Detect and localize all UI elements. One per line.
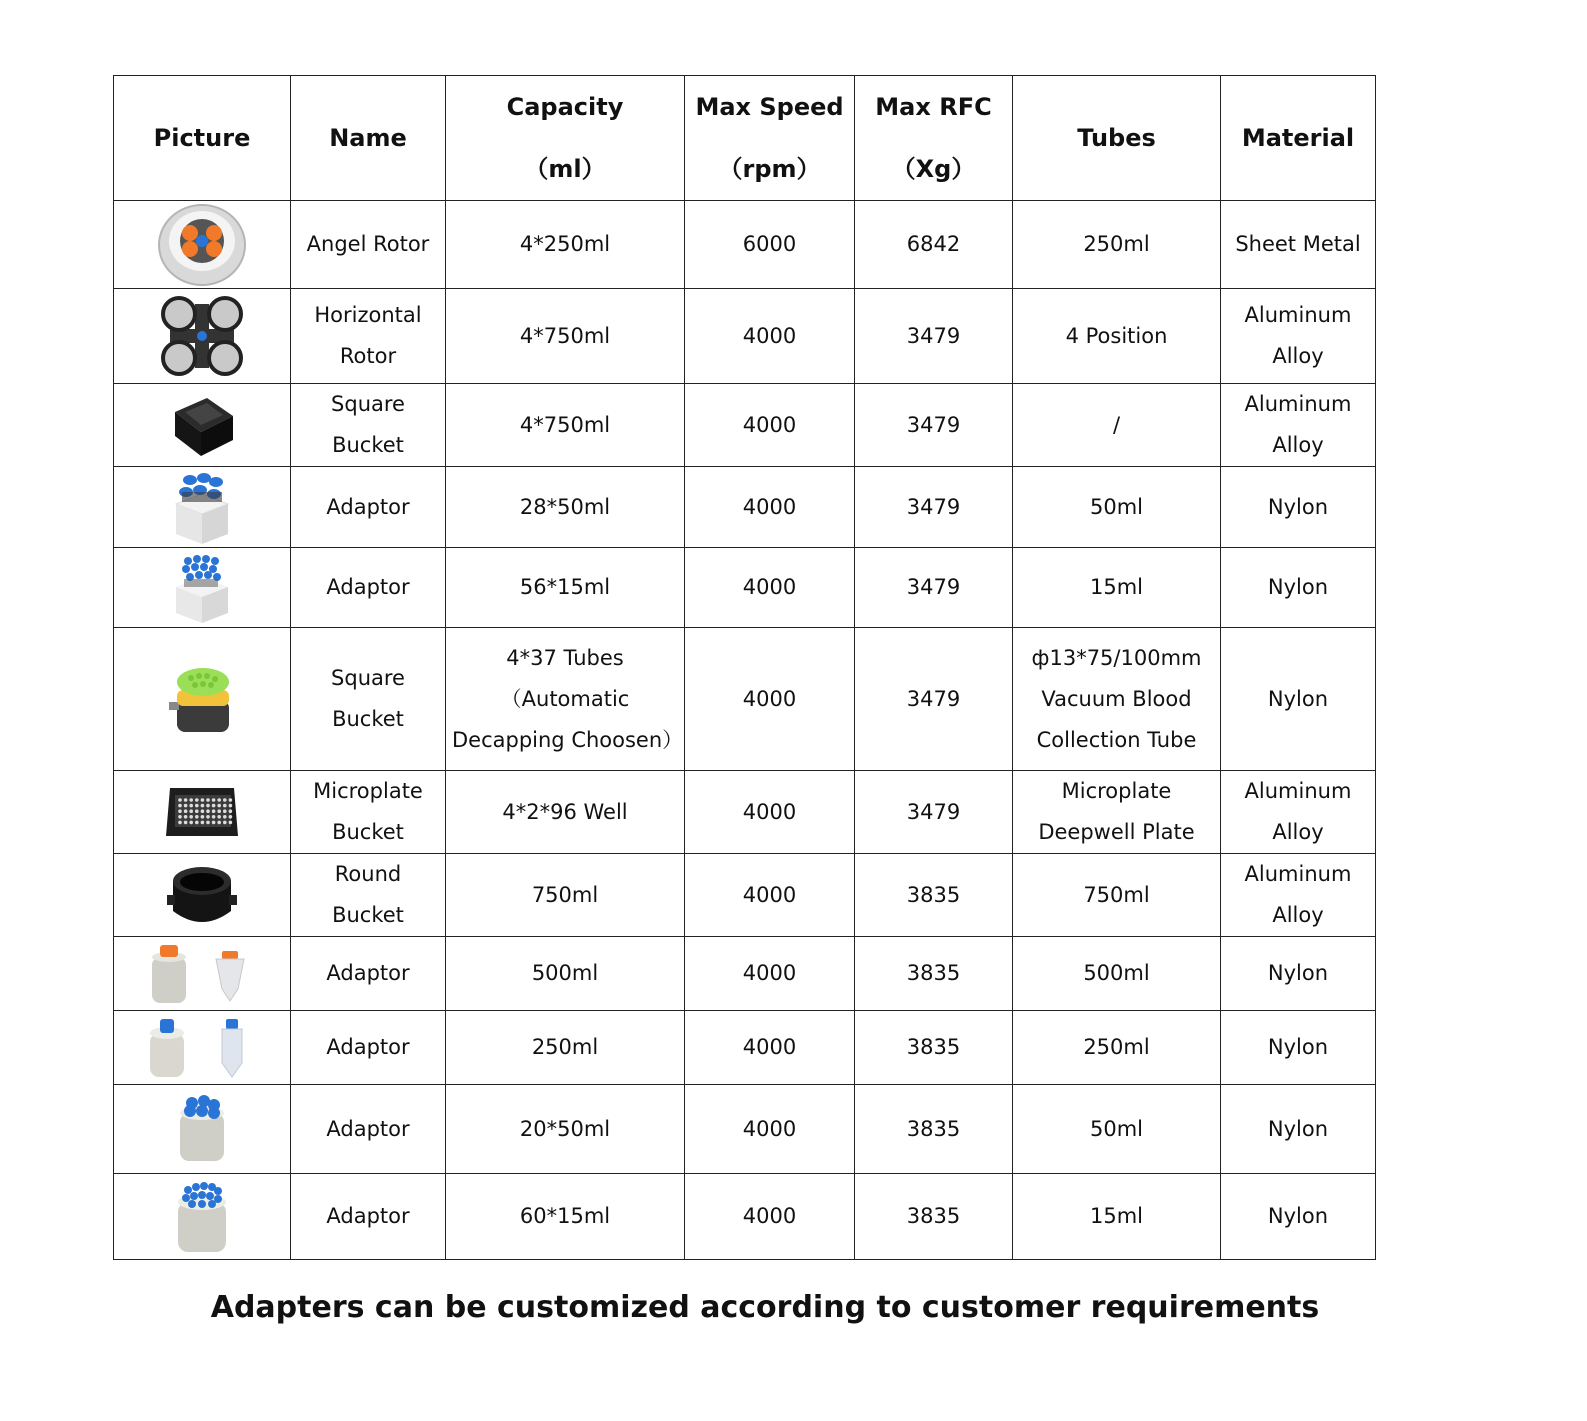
cell-text: 250ml — [1083, 1035, 1150, 1059]
table-row — [114, 854, 1376, 937]
cell-material — [1221, 1085, 1376, 1174]
cell-material — [1221, 467, 1376, 548]
cell-text: ф13*75/100mm — [1031, 645, 1202, 670]
cell-name — [291, 467, 446, 548]
cell-text: Bucket — [332, 433, 404, 457]
cell-rfc: 3479 — [855, 771, 1013, 854]
horizontal-rotor-image — [120, 294, 284, 378]
cell-tubes — [1013, 384, 1221, 467]
cell-text: 56*15ml — [519, 575, 611, 599]
cell-name — [291, 289, 446, 384]
cell-tubes — [1013, 628, 1221, 771]
vacuum-tube-bucket-image — [120, 662, 284, 736]
cell-text: 15ml — [1089, 1204, 1143, 1228]
cell-name — [291, 384, 446, 467]
table-body — [114, 201, 1376, 1260]
cell-text: 50ml — [1089, 1116, 1143, 1141]
cell-text: 4 Position — [1065, 323, 1168, 348]
cell-text: Vacuum Blood — [1041, 686, 1192, 711]
cell-material — [1221, 1011, 1376, 1085]
table-row — [114, 771, 1376, 854]
table-row — [114, 467, 1376, 548]
cell-rfc: 3835 — [855, 1174, 1013, 1260]
cell-rfc: 3835 — [855, 1085, 1013, 1174]
spec-table — [113, 75, 1376, 1260]
cell-tubes — [1013, 201, 1221, 289]
cell-speed: 4000 — [685, 467, 855, 548]
cell-tubes — [1013, 289, 1221, 384]
cell-text: 500ml — [531, 961, 599, 985]
cell-text: （Automatic — [500, 686, 630, 711]
cell-text: Adaptor — [326, 1204, 410, 1228]
cell-text: Nylon — [1267, 686, 1329, 711]
table-row — [114, 289, 1376, 384]
cell-picture — [114, 289, 291, 384]
cell-text: Bucket — [332, 903, 404, 927]
cell-text: Decapping Choosen） — [452, 727, 684, 752]
cell-text: Nylon — [1267, 1116, 1329, 1141]
cell-capacity — [446, 1085, 685, 1174]
cell-capacity — [446, 628, 685, 771]
cell-text: 4*250ml — [519, 232, 611, 256]
cell-text: Adaptor — [326, 494, 410, 519]
cell-picture — [114, 201, 291, 289]
cell-picture — [114, 937, 291, 1011]
cell-text: 250ml — [1083, 232, 1150, 256]
cell-speed: 4000 — [685, 1011, 855, 1085]
cell-picture — [114, 548, 291, 628]
cell-text: Alloy — [1272, 433, 1324, 457]
cell-text: 15ml — [1089, 575, 1143, 599]
cell-tubes — [1013, 854, 1221, 937]
cell-name — [291, 854, 446, 937]
round-bucket-image — [120, 859, 284, 931]
cell-rfc: 3479 — [855, 384, 1013, 467]
cell-picture — [114, 384, 291, 467]
angle-rotor-image — [120, 203, 284, 287]
cell-text: / — [1112, 412, 1121, 437]
cell-name — [291, 548, 446, 628]
header-row — [114, 76, 1376, 201]
cell-text: Nylon — [1267, 961, 1329, 985]
cell-rfc: 3479 — [855, 628, 1013, 771]
cell-text: 500ml — [1083, 961, 1150, 985]
cell-text: Microplate — [1061, 779, 1172, 803]
cell-rfc: 3835 — [855, 937, 1013, 1011]
cell-material — [1221, 937, 1376, 1011]
cell-text: Round — [334, 862, 402, 886]
cell-picture — [114, 1011, 291, 1085]
cell-speed: 4000 — [685, 1174, 855, 1260]
cell-text: Rotor — [339, 344, 397, 368]
cell-name — [291, 201, 446, 289]
cell-capacity — [446, 854, 685, 937]
cell-picture — [114, 771, 291, 854]
cell-capacity — [446, 548, 685, 628]
cell-text: Adaptor — [326, 1035, 410, 1059]
cell-speed: 4000 — [685, 289, 855, 384]
cell-rfc: 3835 — [855, 854, 1013, 937]
adaptor-500ml-image — [120, 941, 284, 1007]
cell-picture — [114, 854, 291, 937]
cell-capacity — [446, 384, 685, 467]
cell-tubes — [1013, 771, 1221, 854]
cell-rfc: 3479 — [855, 467, 1013, 548]
cell-speed: 4000 — [685, 384, 855, 467]
cell-text: 4*750ml — [519, 412, 611, 437]
cell-name — [291, 937, 446, 1011]
cell-text: Deepwell Plate — [1038, 820, 1195, 844]
table-row — [114, 1174, 1376, 1260]
cell-text: Microplate — [313, 779, 423, 803]
cell-capacity — [446, 467, 685, 548]
cell-material — [1221, 201, 1376, 289]
cell-speed: 4000 — [685, 548, 855, 628]
cell-text: Sheet Metal — [1235, 232, 1361, 256]
cell-speed: 4000 — [685, 771, 855, 854]
cell-text: Alloy — [1272, 820, 1324, 844]
table-row — [114, 1085, 1376, 1174]
cell-capacity — [446, 937, 685, 1011]
header-max-rfc: Max RFC （Xg） — [855, 76, 1013, 201]
cell-text: 60*15ml — [519, 1204, 611, 1228]
cell-text: Adaptor — [326, 961, 410, 985]
cell-text: Aluminum — [1244, 303, 1352, 327]
cell-text: Bucket — [332, 820, 404, 844]
cell-tubes — [1013, 1174, 1221, 1260]
table-row — [114, 201, 1376, 289]
cell-rfc: 3835 — [855, 1011, 1013, 1085]
cell-picture — [114, 628, 291, 771]
cell-tubes — [1013, 467, 1221, 548]
cell-tubes — [1013, 1085, 1221, 1174]
microplate-bucket-image — [120, 780, 284, 844]
cell-name — [291, 771, 446, 854]
table-row — [114, 937, 1376, 1011]
cell-name — [291, 1085, 446, 1174]
cell-material — [1221, 1174, 1376, 1260]
cell-capacity — [446, 771, 685, 854]
cell-text: 20*50ml — [519, 1116, 611, 1141]
cell-text: Aluminum — [1244, 779, 1352, 803]
cell-material — [1221, 854, 1376, 937]
cell-picture — [114, 1085, 291, 1174]
cell-text: Square — [331, 666, 405, 690]
cell-tubes — [1013, 548, 1221, 628]
cell-text: Horizontal — [314, 303, 422, 327]
cell-tubes — [1013, 937, 1221, 1011]
cell-text: Adaptor — [326, 575, 410, 599]
cell-picture — [114, 1174, 291, 1260]
header-material: Material — [1221, 76, 1376, 201]
header-max-speed: Max Speed （rpm） — [685, 76, 855, 201]
cell-speed: 4000 — [685, 1085, 855, 1174]
cell-rfc: 3479 — [855, 289, 1013, 384]
cell-speed: 4000 — [685, 937, 855, 1011]
cell-material — [1221, 628, 1376, 771]
adaptor-50ml-square-image — [120, 468, 284, 546]
cell-text: 750ml — [1083, 882, 1150, 907]
cell-text: 750ml — [531, 882, 599, 907]
adaptor-250ml-image — [120, 1015, 284, 1081]
cell-text: 28*50ml — [519, 494, 611, 519]
cell-text: Aluminum — [1244, 862, 1352, 886]
cell-speed: 4000 — [685, 854, 855, 937]
cell-text: 4*750ml — [519, 323, 611, 348]
cell-capacity — [446, 1174, 685, 1260]
cell-name — [291, 1174, 446, 1260]
adaptor-60x15ml-image — [120, 1178, 284, 1256]
cell-text: 250ml — [531, 1035, 599, 1059]
header-capacity: Capacity （ml） — [446, 76, 685, 201]
adaptor-20x50ml-image — [120, 1093, 284, 1165]
cell-text: Collection Tube — [1036, 727, 1197, 752]
cell-text: Adaptor — [326, 1116, 410, 1141]
table-row — [114, 548, 1376, 628]
cell-speed: 6000 — [685, 201, 855, 289]
cell-text: 4*2*96 Well — [502, 799, 628, 824]
cell-capacity — [446, 201, 685, 289]
table-row — [114, 384, 1376, 467]
cell-name — [291, 628, 446, 771]
cell-text: Bucket — [332, 707, 404, 731]
cell-material — [1221, 289, 1376, 384]
cell-name — [291, 1011, 446, 1085]
square-bucket-image — [120, 390, 284, 460]
cell-text: Nylon — [1267, 494, 1329, 519]
cell-text: Nylon — [1267, 1204, 1329, 1228]
cell-rfc: 3479 — [855, 548, 1013, 628]
cell-text: Alloy — [1272, 903, 1324, 927]
cell-text: 50ml — [1089, 494, 1143, 519]
cell-picture — [114, 467, 291, 548]
cell-tubes — [1013, 1011, 1221, 1085]
header-tubes: Tubes — [1013, 76, 1221, 201]
cell-text: Aluminum — [1244, 392, 1352, 416]
cell-text: Square — [331, 392, 405, 416]
cell-material — [1221, 771, 1376, 854]
header-name: Name — [291, 76, 446, 201]
cell-material — [1221, 384, 1376, 467]
header-picture: Picture — [114, 76, 291, 201]
cell-capacity — [446, 1011, 685, 1085]
adaptor-15ml-square-image — [120, 551, 284, 625]
cell-text: Alloy — [1272, 344, 1324, 368]
cell-capacity — [446, 289, 685, 384]
cell-text: Nylon — [1267, 575, 1329, 599]
footer-note: Adapters can be customized according to customer requirements — [210, 1290, 1320, 1325]
cell-material — [1221, 548, 1376, 628]
cell-text: Angel Rotor — [306, 232, 430, 256]
table-row — [114, 1011, 1376, 1085]
cell-text: Nylon — [1267, 1035, 1329, 1059]
cell-text: 4*37 Tubes — [506, 645, 624, 670]
cell-speed: 4000 — [685, 628, 855, 771]
table-row — [114, 628, 1376, 771]
cell-rfc: 6842 — [855, 201, 1013, 289]
